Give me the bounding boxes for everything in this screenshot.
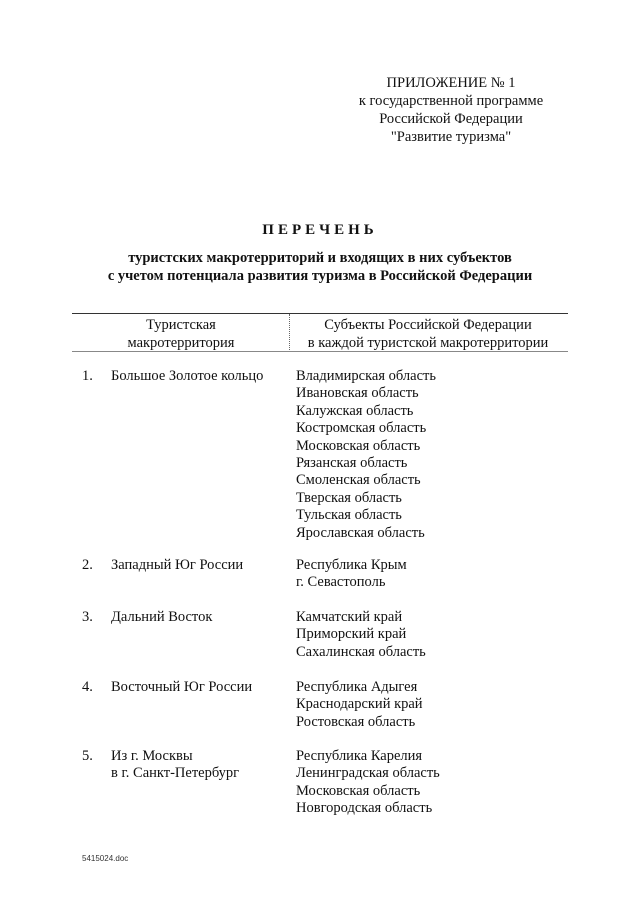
subject-item: Сахалинская область <box>296 643 426 660</box>
row-territory <box>111 609 212 626</box>
header-subjects <box>296 316 560 352</box>
attachment-line: к государственной программе <box>358 93 544 109</box>
attachment-line: "Развитие туризма" <box>390 129 512 145</box>
territory-line: Из г. Москвы <box>111 748 193 764</box>
row-subjects <box>296 368 436 542</box>
subject-item: Тульская область <box>296 507 402 524</box>
subject-item: Ярославская область <box>296 524 425 541</box>
subject-item: Рязанская область <box>296 455 408 472</box>
territory-line: Западный Юг России <box>111 557 244 573</box>
column-divider <box>289 314 290 352</box>
subject-item: Владимирская область <box>296 368 436 384</box>
row-territory <box>111 368 263 385</box>
row-territory <box>111 679 252 696</box>
attachment-line: Российской Федерации <box>379 111 523 127</box>
document-file-code: 5415024.doc <box>82 854 129 863</box>
header-territory <box>96 316 266 352</box>
subject-item: Республика Крым <box>296 557 407 573</box>
attachment-block <box>340 74 562 146</box>
subtitle-line: с учетом потенциала развития туризма в Российской Федерации <box>107 268 533 284</box>
subject-item: Тверская область <box>296 489 402 506</box>
subject-item: Ивановская область <box>296 385 419 402</box>
subject-item: г. Севастополь <box>296 574 386 591</box>
subject-item: Краснодарский край <box>296 696 423 713</box>
row-number: 1. <box>82 368 93 384</box>
territory-line: Восточный Юг России <box>111 679 253 695</box>
row-territory <box>111 557 243 574</box>
document-subtitle <box>0 249 640 285</box>
row-subjects <box>296 679 423 731</box>
header-subjects-line: в каждой туристской макротерритории <box>307 335 549 351</box>
territory-line: в г. Санкт-Петербург <box>111 765 240 782</box>
subject-item: Московская область <box>296 782 421 799</box>
document-title: ПЕРЕЧЕНЬ <box>262 222 378 238</box>
row-subjects <box>296 557 407 592</box>
subject-item: Ростовская область <box>296 713 416 730</box>
row-number: 2. <box>82 557 93 573</box>
territory-line: Большое Золотое кольцо <box>111 368 264 384</box>
subject-item: Республика Карелия <box>296 748 423 764</box>
subject-item: Новгородская область <box>296 800 433 817</box>
subtitle-line: туристских макротерриторий и входящих в них субъектов <box>128 250 512 266</box>
subject-item: Камчатский край <box>296 609 403 625</box>
row-territory <box>111 748 239 783</box>
row-subjects <box>296 609 426 661</box>
subject-item: Костромская область <box>296 420 427 437</box>
subject-item: Калужская область <box>296 402 414 419</box>
subject-item: Московская область <box>296 437 421 454</box>
row-number: 5. <box>82 748 93 764</box>
table-top-rule <box>72 313 568 314</box>
row-number: 3. <box>82 609 93 625</box>
header-territory-line: макротерритория <box>127 335 235 351</box>
subject-item: Приморский край <box>296 626 407 643</box>
header-subjects-line: Субъекты Российской Федерации <box>324 317 532 333</box>
territory-line: Дальний Восток <box>111 609 213 625</box>
row-subjects <box>296 748 440 818</box>
subject-item: Республика Адыгея <box>296 679 418 695</box>
attachment-line: ПРИЛОЖЕНИЕ № 1 <box>386 75 516 91</box>
subject-item: Смоленская область <box>296 472 421 489</box>
header-territory-line: Туристская <box>146 317 216 333</box>
row-number: 4. <box>82 679 93 695</box>
subject-item: Ленинградская область <box>296 765 440 782</box>
